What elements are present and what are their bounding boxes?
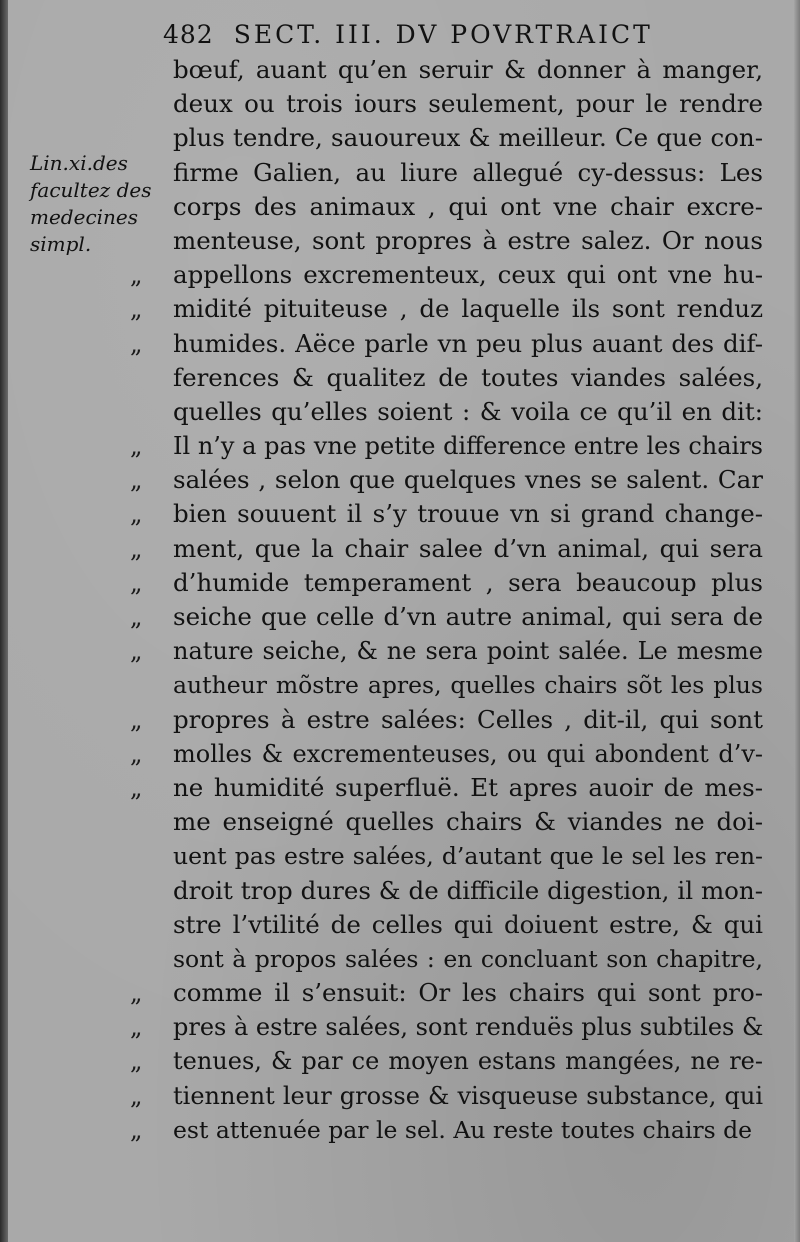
text-line-content: propres à estre salées: Celles , dit-il, qui sont: [173, 704, 763, 734]
text-line: [0, 327, 800, 361]
quotation-mark: „: [130, 568, 143, 597]
quotation-mark: „: [130, 603, 143, 631]
text-line: [0, 703, 800, 737]
text-line: [0, 668, 800, 702]
text-line-content: plus tendre, sauoureux & meilleur. Ce que con-: [173, 123, 763, 153]
margin-note-line: simpl.: [30, 232, 92, 256]
quotation-mark: „: [130, 1081, 143, 1110]
text-line: [0, 805, 800, 839]
text-line-content: appellons excrementeux, ceux qui ont vne hu-: [173, 260, 763, 290]
text-line: [0, 566, 800, 600]
text-line-content: corps des animaux , qui ont vne chair excre-: [173, 191, 763, 221]
text-line-content: stre l’vtilité de celles qui doiuent estre, & qui: [173, 909, 763, 939]
text-line-content: tenues, & par ce moyen estans mangées, ne re-: [173, 1047, 763, 1076]
running-head-title: SECT. III. DV POVRTRAICT: [233, 20, 653, 49]
text-line-content: ferences & qualitez de toutes viandes salées,: [173, 362, 763, 392]
text-line-content: pres à estre salées, sont renduës plus subtiles &: [173, 1013, 764, 1042]
quotation-mark: „: [130, 329, 143, 358]
text-line-content: uent pas estre salées, d’autant que le sel les ren-: [173, 842, 763, 871]
quotation-mark: „: [130, 295, 143, 324]
text-line: [0, 908, 800, 942]
text-line: [0, 600, 800, 634]
quotation-mark: „: [130, 261, 143, 290]
text-line-content: me enseigné quelles chairs & viandes ne doi-: [173, 807, 763, 837]
quotation-mark: „: [130, 534, 143, 563]
text-line-content: bœuf, auant qu’en seruir & donner à manger,: [173, 55, 763, 84]
text-line-content: molles & excrementeuses, ou qui abondent d’v-: [173, 739, 763, 768]
text-line: [0, 839, 800, 873]
text-line: [0, 429, 800, 463]
text-line-content: nature seiche, & ne sera point salée. Le mesme: [173, 637, 763, 666]
quotation-mark: „: [130, 1013, 143, 1042]
text-line-content: salées , selon que quelques vnes se salent. Car: [173, 465, 763, 495]
text-line: [0, 1113, 800, 1147]
text-line: [0, 1079, 800, 1113]
text-line-content: comme il s’ensuit: Or les chairs qui sont pro-: [173, 978, 763, 1008]
margin-note-line: medecines: [30, 205, 139, 229]
quotation-mark: „: [130, 432, 143, 461]
text-line: [0, 156, 800, 190]
text-line-content: midité pituiteuse , de laquelle ils sont renduz: [173, 294, 763, 324]
text-line: [0, 463, 800, 497]
quotation-mark: „: [130, 1047, 143, 1076]
text-line: [0, 121, 800, 155]
text-line: [0, 634, 800, 668]
text-line: [0, 1010, 800, 1044]
text-line-content: d’humide temperament , sera beaucoup plus: [173, 567, 763, 597]
text-line: [0, 190, 800, 224]
text-line: [0, 258, 800, 292]
quotation-mark: „: [130, 637, 143, 666]
text-line-content: autheur mõstre apres, quelles chairs sõt les plus: [173, 671, 763, 700]
margin-note-line: Lin.xi.des: [30, 151, 128, 175]
text-line: [0, 737, 800, 771]
text-line: [0, 976, 800, 1010]
page-number: 482: [163, 20, 214, 49]
text-line-content: est attenuée par le sel. Au reste toutes chairs de: [173, 1115, 753, 1144]
text-line-content: menteuse, sont propres à estre salez. Or nous: [173, 225, 763, 255]
text-line: [0, 532, 800, 566]
text-line-content: droit trop dures & de difficile digestion, il mon-: [173, 875, 763, 905]
text-line: [0, 292, 800, 326]
text-line-content: bien souuent il s’y trouue vn si grand change-: [173, 499, 763, 529]
quotation-mark: „: [130, 739, 143, 768]
text-line: [0, 497, 800, 531]
text-line: [0, 942, 800, 976]
text-line-content: seiche que celle d’vn autre animal, qui sera de: [173, 602, 763, 631]
text-line: [0, 771, 800, 805]
text-line: [0, 224, 800, 258]
margin-note-line: facultez des: [30, 178, 152, 202]
quotation-mark: „: [130, 773, 143, 802]
text-line: [0, 874, 800, 908]
text-line-content: deux ou trois iours seulement, pour le rendre: [173, 89, 763, 119]
text-line: [0, 1044, 800, 1078]
text-line: [0, 395, 800, 429]
text-line-content: ne humidité superfluë. Et apres auoir de mes-: [173, 772, 763, 802]
text-line: [0, 361, 800, 395]
text-line-content: Il n’y a pas vne petite difference entre les chairs: [173, 432, 763, 461]
quotation-mark: „: [130, 466, 143, 495]
text-line-content: ment, que la chair salee d’vn animal, qui sera: [173, 533, 763, 563]
text-line-content: sont à propos salées : en concluant son chapitre,: [173, 944, 763, 973]
text-line-content: quelles qu’elles soient : & voila ce qu’il en dit:: [173, 396, 763, 426]
running-head: [163, 20, 753, 50]
text-line-content: tiennent leur grosse & visqueuse substance, qui: [173, 1081, 763, 1110]
text-line: [0, 53, 800, 87]
quotation-mark: „: [130, 705, 143, 734]
text-line: [0, 87, 800, 121]
quotation-mark: „: [130, 1115, 143, 1144]
quotation-mark: „: [130, 979, 143, 1008]
quotation-mark: „: [130, 500, 143, 529]
text-line-content: firme Galien, au liure allegué cy-dessus: Les: [173, 157, 763, 187]
text-line-content: humides. Aëce parle vn peu plus auant des dif-: [173, 328, 763, 358]
body-text: [0, 53, 800, 1147]
